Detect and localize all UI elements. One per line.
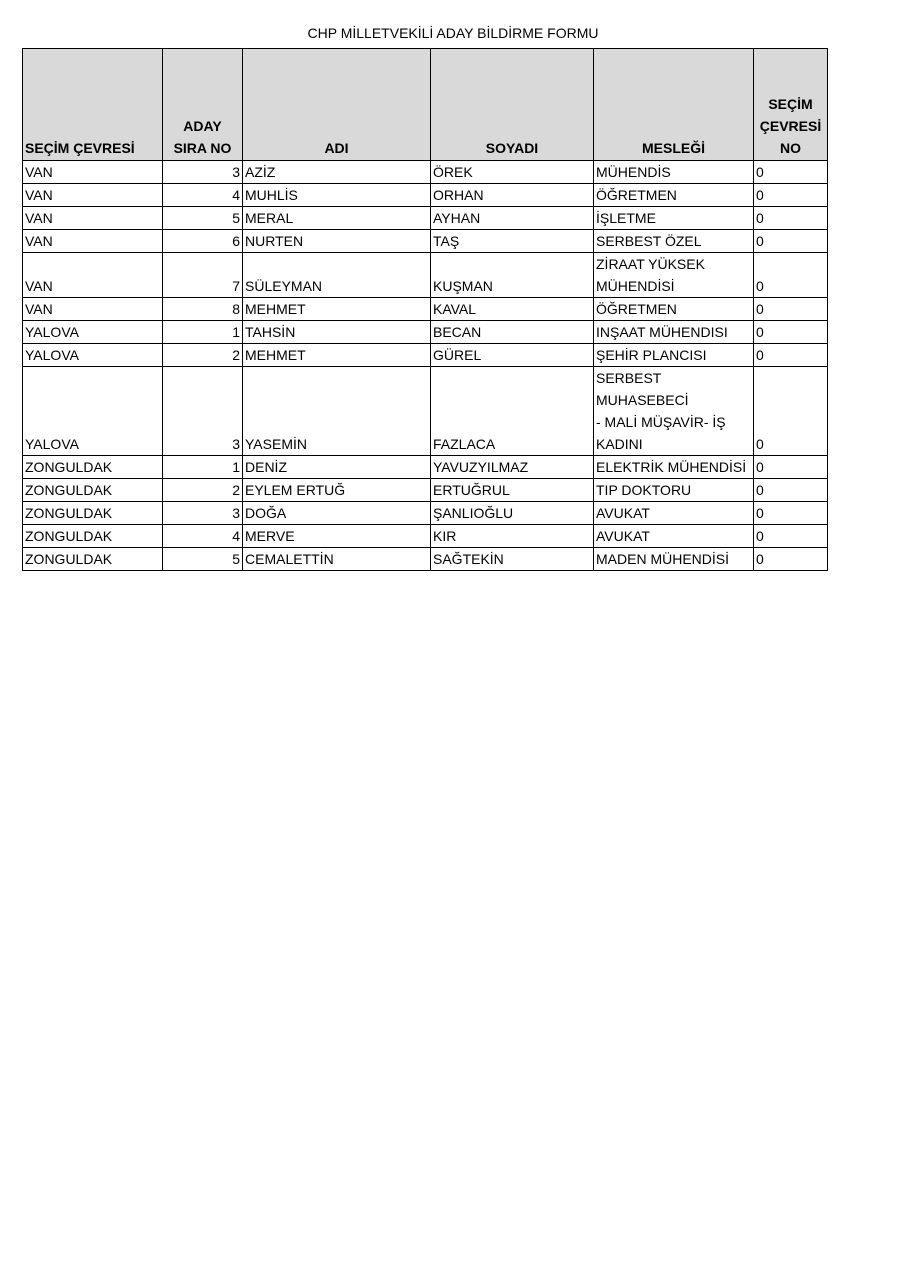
cell-soyadi: GÜREL — [431, 344, 594, 367]
cell-meslegi — [594, 230, 754, 253]
cell-secim-cevresi: VAN — [23, 184, 163, 207]
header-secim-cevresi-no-line-1: SEÇİM — [768, 96, 813, 112]
cell-meslegi — [594, 321, 754, 344]
meslek-line: SERBEST ÖZEL — [596, 233, 702, 249]
cell-secim-cevresi-no: 0 — [754, 548, 828, 571]
cell-soyadi: ORHAN — [431, 184, 594, 207]
table-row — [23, 161, 828, 184]
header-aday-sira-no-line-2: SIRA NO — [173, 140, 232, 156]
cell-aday-sira-no: 7 — [163, 253, 243, 298]
cell-secim-cevresi-no: 0 — [754, 367, 828, 456]
meslek-line: AVUKAT — [596, 505, 650, 521]
cell-aday-sira-no: 2 — [163, 479, 243, 502]
cell-meslegi — [594, 184, 754, 207]
cell-secim-cevresi-no: 0 — [754, 525, 828, 548]
cell-soyadi: KUŞMAN — [431, 253, 594, 298]
cell-soyadi: KAVAL — [431, 298, 594, 321]
cell-soyadi: ŞANLIOĞLU — [431, 502, 594, 525]
cell-aday-sira-no: 3 — [163, 367, 243, 456]
cell-adi: AZİZ — [243, 161, 431, 184]
cell-meslegi — [594, 207, 754, 230]
cell-meslegi — [594, 479, 754, 502]
table-row — [23, 479, 828, 502]
cell-aday-sira-no: 3 — [163, 161, 243, 184]
table-row — [23, 367, 828, 456]
cell-aday-sira-no: 1 — [163, 321, 243, 344]
table-row — [23, 184, 828, 207]
cell-secim-cevresi: YALOVA — [23, 367, 163, 456]
cell-adi: MEHMET — [243, 298, 431, 321]
cell-meslegi — [594, 367, 754, 456]
cell-aday-sira-no: 5 — [163, 207, 243, 230]
cell-soyadi: ÖREK — [431, 161, 594, 184]
cell-aday-sira-no: 4 — [163, 184, 243, 207]
table-row — [23, 321, 828, 344]
cell-secim-cevresi-no: 0 — [754, 298, 828, 321]
meslek-line: ÖĞRETMEN — [596, 187, 677, 203]
cell-aday-sira-no: 2 — [163, 344, 243, 367]
header-secim-cevresi-no-line-3: NO — [780, 140, 801, 156]
cell-aday-sira-no: 4 — [163, 525, 243, 548]
cell-secim-cevresi: VAN — [23, 253, 163, 298]
cell-secim-cevresi: YALOVA — [23, 321, 163, 344]
cell-secim-cevresi-no: 0 — [754, 253, 828, 298]
cell-aday-sira-no: 3 — [163, 502, 243, 525]
meslek-line: ZİRAAT YÜKSEK — [596, 256, 705, 272]
cell-secim-cevresi-no: 0 — [754, 184, 828, 207]
table-row — [23, 230, 828, 253]
cell-adi: MERAL — [243, 207, 431, 230]
cell-secim-cevresi-no: 0 — [754, 456, 828, 479]
cell-meslegi — [594, 344, 754, 367]
meslek-line: AVUKAT — [596, 528, 650, 544]
cell-soyadi: FAZLACA — [431, 367, 594, 456]
cell-meslegi — [594, 548, 754, 571]
cell-secim-cevresi: ZONGULDAK — [23, 525, 163, 548]
cell-secim-cevresi-no: 0 — [754, 161, 828, 184]
cell-adi: EYLEM ERTUĞ — [243, 479, 431, 502]
cell-soyadi: KIR — [431, 525, 594, 548]
header-aday-sira-no-line-1: ADAY — [183, 118, 222, 134]
cell-soyadi: YAVUZYILMAZ — [431, 456, 594, 479]
header-meslegi: MESLEĞİ — [594, 49, 754, 161]
cell-adi: TAHSİN — [243, 321, 431, 344]
cell-aday-sira-no: 6 — [163, 230, 243, 253]
cell-secim-cevresi: ZONGULDAK — [23, 502, 163, 525]
cell-secim-cevresi: ZONGULDAK — [23, 479, 163, 502]
cell-adi: CEMALETTİN — [243, 548, 431, 571]
table-row — [23, 548, 828, 571]
meslek-line: SERBEST MUHASEBECİ — [596, 370, 689, 408]
cell-secim-cevresi: ZONGULDAK — [23, 548, 163, 571]
cell-soyadi: SAĞTEKİN — [431, 548, 594, 571]
header-secim-cevresi-no-line-2: ÇEVRESİ — [759, 118, 822, 134]
meslek-line: TIP DOKTORU — [596, 482, 692, 498]
cell-secim-cevresi: VAN — [23, 207, 163, 230]
header-adi: ADI — [243, 49, 431, 161]
cell-meslegi — [594, 161, 754, 184]
cell-soyadi: BECAN — [431, 321, 594, 344]
cell-adi: YASEMİN — [243, 367, 431, 456]
cell-adi: MUHLİS — [243, 184, 431, 207]
cell-adi: DENİZ — [243, 456, 431, 479]
cell-adi: SÜLEYMAN — [243, 253, 431, 298]
cell-aday-sira-no: 1 — [163, 456, 243, 479]
cell-meslegi — [594, 525, 754, 548]
candidate-table — [22, 48, 828, 571]
cell-secim-cevresi-no: 0 — [754, 344, 828, 367]
table-row — [23, 344, 828, 367]
meslek-line: ELEKTRİK MÜHENDİSİ — [596, 459, 747, 475]
cell-adi: NURTEN — [243, 230, 431, 253]
meslek-line: KADINI — [596, 436, 643, 452]
page-title: CHP MİLLETVEKİLİ ADAY BİLDİRME FORMU — [307, 25, 599, 41]
meslek-line: INŞAAT MÜHENDISI — [596, 324, 728, 340]
cell-secim-cevresi: VAN — [23, 298, 163, 321]
cell-aday-sira-no: 8 — [163, 298, 243, 321]
cell-secim-cevresi-no: 0 — [754, 502, 828, 525]
cell-adi: MEHMET — [243, 344, 431, 367]
meslek-line: ÖĞRETMEN — [596, 301, 677, 317]
cell-meslegi — [594, 298, 754, 321]
table-row — [23, 207, 828, 230]
header-secim-cevresi: SEÇİM ÇEVRESİ — [23, 49, 163, 161]
table-row — [23, 456, 828, 479]
cell-secim-cevresi-no: 0 — [754, 207, 828, 230]
table-row — [23, 298, 828, 321]
meslek-line: - MALİ MÜŞAVİR- İŞ — [596, 414, 726, 430]
cell-adi: DOĞA — [243, 502, 431, 525]
cell-secim-cevresi-no: 0 — [754, 230, 828, 253]
cell-meslegi — [594, 456, 754, 479]
table-row — [23, 502, 828, 525]
cell-secim-cevresi-no: 0 — [754, 479, 828, 502]
header-secim-cevresi-no — [754, 49, 828, 161]
header-aday-sira-no — [163, 49, 243, 161]
cell-secim-cevresi: YALOVA — [23, 344, 163, 367]
meslek-line: MÜHENDİS — [596, 164, 671, 180]
table-header-row — [23, 49, 828, 161]
meslek-line: ŞEHİR PLANCISI — [596, 347, 707, 363]
table-body — [23, 161, 828, 571]
cell-secim-cevresi: VAN — [23, 161, 163, 184]
meslek-line: MÜHENDİSİ — [596, 278, 675, 294]
meslek-line: İŞLETME — [596, 210, 656, 226]
cell-secim-cevresi: ZONGULDAK — [23, 456, 163, 479]
cell-meslegi — [594, 253, 754, 298]
cell-secim-cevresi: VAN — [23, 230, 163, 253]
header-soyadi: SOYADI — [431, 49, 594, 161]
meslek-line: MADEN MÜHENDİSİ — [596, 551, 730, 567]
cell-adi: MERVE — [243, 525, 431, 548]
cell-soyadi: TAŞ — [431, 230, 594, 253]
table-row — [23, 525, 828, 548]
cell-soyadi: ERTUĞRUL — [431, 479, 594, 502]
cell-soyadi: AYHAN — [431, 207, 594, 230]
cell-secim-cevresi-no: 0 — [754, 321, 828, 344]
cell-meslegi — [594, 502, 754, 525]
table-row — [23, 253, 828, 298]
cell-aday-sira-no: 5 — [163, 548, 243, 571]
